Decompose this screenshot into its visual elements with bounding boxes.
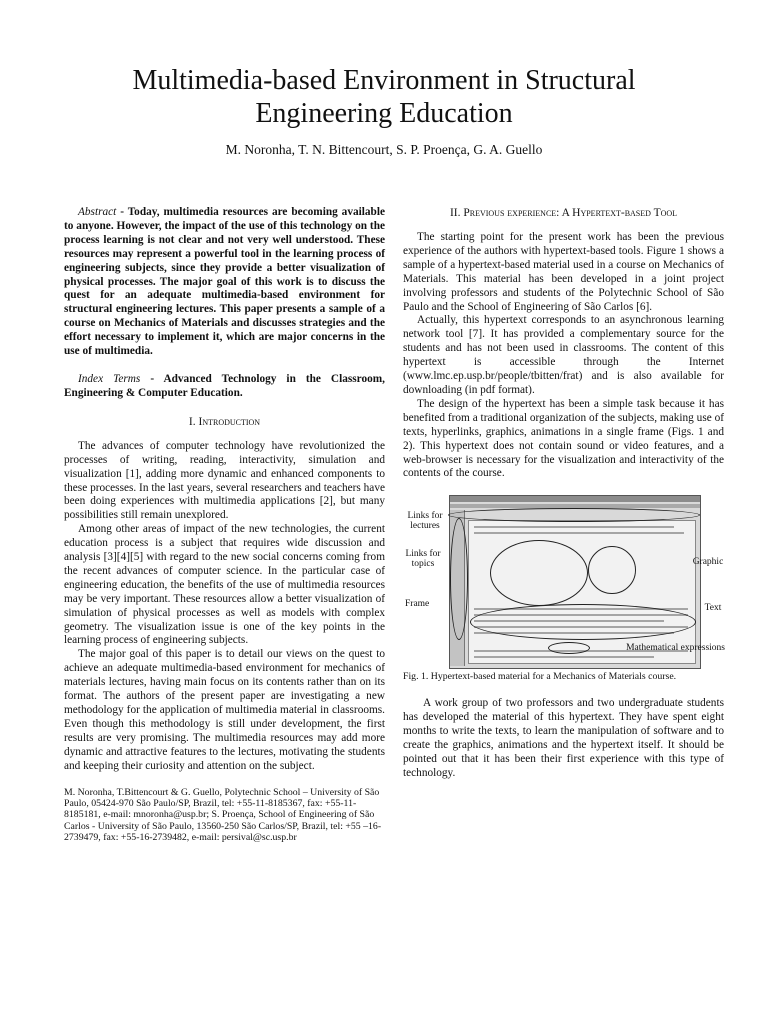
paper-title [60,64,708,130]
index-terms: Index Terms - Advanced Technology in the Classroom, Engineering & Computer Education. [64,372,385,399]
figure-1 [403,495,724,671]
author-list: M. Noronha, T. N. Bittencourt, S. P. Proença, G. A. Guello [225,142,543,157]
section-heading-previous-experience: II. Previous experience: A Hypertext-based Tool [449,207,678,219]
right-column [403,206,724,781]
abstract: Abstract - Today, multimedia resources are becoming available to anyone. However, the impact of the use of this technology on the process learning is not clear and not very well understood. These resources may represent a powerful tool in the learning process of engineering subjects, since they provide a better visualization of physical processes. The major goal of this work is to discuss the quest for an adequate multimedia-based environment for structural engineering lectures. This paper presents a sample of a course on Mechanics of Materials and discusses strategies and the effort necessary to implement it, which are major concerns in the use of multimedia. [64,206,385,358]
section2-paragraph-1: The starting point for the present work has been the previous experience of the authors with hypertext-based tools. Figure 1 shows a sample of a hypertext-based material used in a course on Mechanics of Materials. This material has been developed in a joint project involving professors and students of the Polytechnic School of São Paulo and the School of Engineering of São Carlos [6]. [403,231,724,313]
section2-paragraph-4: A work group of two professors and two undergraduate students has developed the material of this hypertext. They have spent eight months to write the texts, to learn the manipulation of software and to create the graphics, animations and the hypertext itself. It should be pointed out that it has been their first experience with this type of technology. [403,697,724,779]
index-terms-text: Advanced Technology in the Classroom, Engineering & Computer Education. [64,372,385,399]
section2-paragraph-3: The design of the hypertext has been a simple task because it has benefited from a traditional organization of the subjects, making use of texts, hyperlinks, graphics, animations in a single frame (Figs. 1 and 2). This hypertext does not contain sound or video features, and a web-browser is necessary for the visualization and interactivity of the contents of the course. [403,397,724,480]
label-text: Text [704,603,722,614]
label-mathematical-expressions: Mathematical expressions [626,643,725,654]
section2-paragraph-2: Actually, this hypertext corresponds to an asynchronous learning network tool [7]. It has provided a complementary source for the students and has not been used in classrooms. The content of this hypertext is accessible through the Internet (www.lmc.ep.usp.br/people/tbitten/frat) and is also available for downloading (in pdf format). [403,314,724,396]
figure-1-caption: Fig. 1. Hypertext-based material for a Mechanics of Materials course. [403,671,677,683]
label-links-topics: Links for topics [405,549,441,570]
label-links-lectures: Links for lectures [407,511,443,532]
title-line-2: Engineering Education [255,98,513,129]
left-column [64,206,385,844]
author-affiliation-footnote: M. Noronha, T.Bittencourt & G. Guello, Polytechnic School – University of São Paulo, 05424-970 São Paulo/SP, Brazil, tel: +55-11-8185367, fax: +55-11-8185181, e-mail: mnoronha@usp.br; S. Proença, School of Engineering of São Carlos - University of São Paulo, 13560-250 São Carlos/SP, Brazil, tel: +55 –16-2739479, fax: +55-16-2739482, e-mail: persival@sc.usp.br [64,786,382,844]
intro-paragraph-3: The major goal of this paper is to detail our views on the quest to achieve an adequate multimedia-based environment for mechanics of materials lectures, having main focus on its contents rather than on its format. The authors of the present paper are investigating a new methodology for the application of multimedia material in classrooms. Even though this methodology is still under development, the first results are very promising. The multimedia resources may add more dynamic and attractive features to the lectures, motivating the students and keeping their curiosity and attention on the subject. [64,648,385,772]
section-heading-introduction: I. Introduction [188,415,261,428]
title-line-1: Multimedia-based Environment in Structural [132,65,636,96]
abstract-label: Abstract [78,206,117,218]
label-frame: Frame [405,599,430,610]
intro-paragraph-1: The advances of computer technology have revolutionized the processes of writing, reading, interactivity, simulation and visualization [1], adding more dynamic and enhanced components to these processes. In the last years, several researchers and teachers have been doing experiences with multimedia applications [2], but many possibilities still remain unexplored. [64,439,385,522]
intro-paragraph-2: Among other areas of impact of the new technologies, the current education process is a subject that requires wide discussion and analysis [3][4][5] with regard to the new social concerns coming from the recent advances of computer science. In the particular case of engineering education, the benefits of the use of multimedia resources may be very important. These resources allow a better visualization of simulation of physical processes as well as models with complex geometry. The visualization issue is one of the key points in the learning process of engineering subjects. [64,523,385,647]
graphic-highlight [490,540,588,606]
abstract-text: Today, multimedia resources are becoming available to anyone. However, the impact of the use of this technology on the process learning is not clear and not very well understood. These resources may represent a powerful tool in the learning process of engineering subjects, since they provide a better visualization of physical processes. The major goal of this work is to discuss the quest for an adequate multimedia-based environment for structural engineering lectures. This paper presents a sample of a course on Mechanics of Materials and discusses strategies and the effort necessary to implement it, which are major concerns in the use of multimedia. [64,206,385,358]
index-terms-label: Index Terms [78,372,141,385]
label-graphic: Graphic [692,557,724,568]
